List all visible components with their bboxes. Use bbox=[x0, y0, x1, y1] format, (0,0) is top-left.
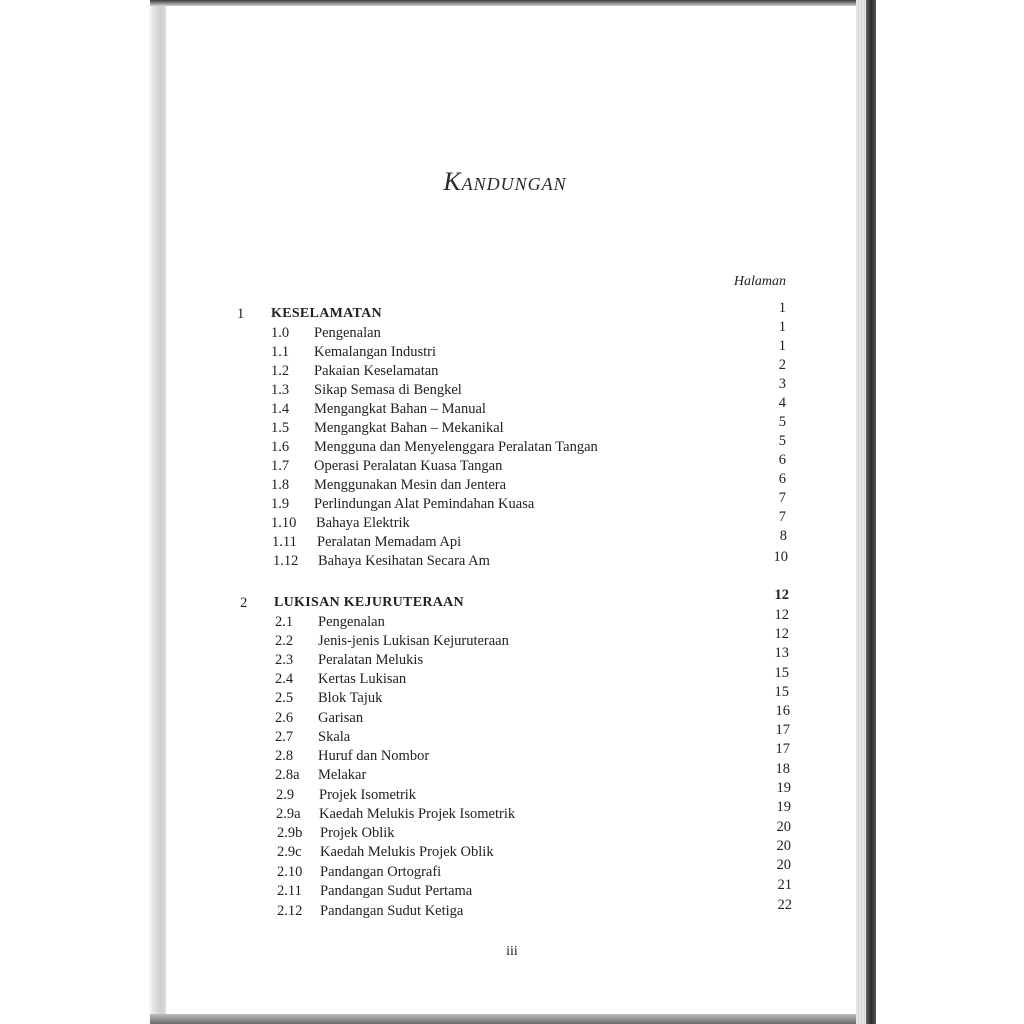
section-number: 2.2 bbox=[275, 633, 294, 649]
section-number: 1.4 bbox=[271, 401, 290, 417]
section-number: 2.9c bbox=[277, 844, 302, 860]
section-page: 6 bbox=[778, 471, 786, 487]
toc-entry bbox=[272, 533, 692, 551]
section-page: 17 bbox=[775, 741, 790, 757]
toc-entry bbox=[275, 709, 695, 727]
toc-entry bbox=[276, 786, 696, 804]
section-number: 2.11 bbox=[277, 883, 302, 899]
toc-entry bbox=[273, 552, 693, 570]
chapter-number: 1 bbox=[237, 306, 245, 322]
toc-entry bbox=[275, 670, 695, 688]
section-title: Pengenalan bbox=[318, 614, 385, 630]
section-page: 15 bbox=[774, 684, 789, 700]
toc-entry bbox=[271, 476, 691, 494]
toc-entry bbox=[275, 651, 695, 669]
section-page: 8 bbox=[779, 528, 787, 544]
section-title: Kertas Lukisan bbox=[318, 671, 407, 687]
section-number: 1.8 bbox=[271, 477, 290, 493]
toc-entry bbox=[271, 362, 691, 380]
section-title: Skala bbox=[318, 729, 351, 745]
section-title: Bahaya Kesihatan Secara Am bbox=[318, 553, 490, 569]
toc-entry bbox=[271, 324, 691, 342]
section-number: 1.7 bbox=[271, 458, 290, 474]
page-top-edge bbox=[150, 0, 870, 6]
toc-entry bbox=[271, 457, 691, 475]
section-title: Operasi Peralatan Kuasa Tangan bbox=[314, 458, 503, 474]
book-gutter bbox=[148, 0, 166, 1024]
section-title: Pandangan Sudut Ketiga bbox=[320, 903, 464, 919]
section-page: 2 bbox=[778, 357, 786, 373]
chapter-title: KESELAMATAN bbox=[271, 306, 382, 321]
toc-entry bbox=[275, 689, 695, 707]
section-page: 17 bbox=[775, 722, 790, 738]
background-right bbox=[876, 0, 1024, 1024]
section-page: 21 bbox=[777, 877, 792, 893]
section-title: Pandangan Sudut Pertama bbox=[320, 883, 473, 899]
section-title: Melakar bbox=[318, 767, 367, 783]
chapter-number: 2 bbox=[240, 595, 248, 611]
section-title: Kaedah Melukis Projek Isometrik bbox=[319, 806, 516, 822]
section-number: 2.8a bbox=[275, 767, 300, 783]
section-page: 6 bbox=[778, 452, 786, 468]
section-page: 16 bbox=[775, 703, 790, 719]
toc-entry bbox=[275, 747, 695, 765]
toc-entry bbox=[271, 419, 691, 437]
section-page: 1 bbox=[778, 338, 786, 354]
section-number: 1.5 bbox=[271, 420, 290, 436]
toc-entry bbox=[277, 824, 697, 842]
section-number: 1.11 bbox=[272, 534, 297, 550]
section-title: Pakaian Keselamatan bbox=[314, 363, 439, 379]
chapter-title: LUKISAN KEJURUTERAAN bbox=[274, 595, 464, 610]
section-title: Bahaya Elektrik bbox=[316, 515, 410, 531]
section-title: Projek Isometrik bbox=[319, 787, 417, 803]
section-page: 20 bbox=[776, 838, 791, 854]
section-title: Peralatan Melukis bbox=[318, 652, 424, 668]
chapter-row bbox=[240, 594, 740, 612]
section-title: Huruf dan Nombor bbox=[318, 748, 430, 764]
toc-entry bbox=[271, 514, 691, 532]
page-column-label: Halaman bbox=[733, 274, 786, 289]
toc-entry bbox=[276, 805, 696, 823]
section-page: 7 bbox=[778, 490, 786, 506]
section-number: 1.6 bbox=[271, 439, 290, 455]
section-title: Menggunakan Mesin dan Jentera bbox=[314, 477, 507, 493]
section-number: 1.3 bbox=[271, 382, 290, 398]
section-page: 13 bbox=[774, 645, 789, 661]
toc-entry bbox=[271, 381, 691, 399]
chapter-page: 12 bbox=[774, 587, 789, 603]
section-title: Jenis-jenis Lukisan Kejuruteraan bbox=[318, 633, 509, 649]
section-page: 12 bbox=[774, 626, 789, 642]
section-number: 1.1 bbox=[271, 344, 290, 360]
section-number: 2.9b bbox=[277, 825, 303, 841]
toc-entry bbox=[271, 343, 691, 361]
toc-entry bbox=[275, 613, 695, 631]
section-page: 15 bbox=[774, 665, 789, 681]
section-number: 1.0 bbox=[271, 325, 290, 341]
toc-entry bbox=[271, 400, 691, 418]
section-number: 2.5 bbox=[275, 690, 294, 706]
section-title: Garisan bbox=[318, 710, 364, 726]
section-number: 2.9a bbox=[276, 806, 301, 822]
toc-entry bbox=[275, 766, 695, 784]
section-page: 3 bbox=[778, 376, 786, 392]
page-title: Kandungan bbox=[443, 167, 567, 196]
section-title: Blok Tajuk bbox=[318, 690, 383, 706]
toc-entry bbox=[275, 728, 695, 746]
section-number: 1.10 bbox=[271, 515, 297, 531]
section-title: Mengangkat Bahan – Manual bbox=[314, 401, 486, 417]
section-page: 18 bbox=[775, 761, 790, 777]
section-page: 12 bbox=[774, 607, 789, 623]
section-title: Kemalangan Industri bbox=[314, 344, 437, 360]
section-number: 2.3 bbox=[275, 652, 294, 668]
section-title: Perlindungan Alat Pemindahan Kuasa bbox=[314, 496, 535, 512]
toc-entry bbox=[271, 495, 691, 513]
section-page: 7 bbox=[778, 509, 786, 525]
section-page: 20 bbox=[776, 857, 791, 873]
toc-entry bbox=[277, 863, 697, 881]
section-page: 19 bbox=[776, 780, 791, 796]
background-left bbox=[0, 0, 152, 1024]
section-page: 10 bbox=[773, 549, 788, 565]
section-number: 2.4 bbox=[275, 671, 294, 687]
section-number: 2.8 bbox=[275, 748, 294, 764]
section-title: Mengangkat Bahan – Mekanikal bbox=[314, 420, 504, 436]
section-title: Pengenalan bbox=[314, 325, 381, 341]
page-bottom-edge bbox=[150, 1014, 872, 1024]
page-number-footer: iii bbox=[506, 944, 518, 959]
section-number: 2.12 bbox=[277, 903, 303, 919]
book-cover-edge bbox=[866, 0, 876, 1024]
section-page: 5 bbox=[778, 433, 786, 449]
section-title: Pandangan Ortografi bbox=[320, 864, 442, 880]
section-title: Mengguna dan Menyelenggara Peralatan Tangan bbox=[314, 439, 598, 455]
section-page: 22 bbox=[777, 897, 792, 913]
toc-entry bbox=[271, 438, 691, 456]
section-number: 2.6 bbox=[275, 710, 294, 726]
section-number: 2.1 bbox=[275, 614, 294, 630]
chapter-page: 1 bbox=[778, 300, 786, 316]
section-number: 2.10 bbox=[277, 864, 303, 880]
section-number: 2.7 bbox=[275, 729, 294, 745]
toc-entry bbox=[277, 843, 697, 861]
section-page: 1 bbox=[778, 319, 786, 335]
section-title: Projek Oblik bbox=[320, 825, 395, 841]
section-title: Sikap Semasa di Bengkel bbox=[314, 382, 462, 398]
section-number: 1.9 bbox=[271, 496, 290, 512]
toc-entry bbox=[277, 902, 697, 920]
section-page: 5 bbox=[778, 414, 786, 430]
section-title: Peralatan Memadam Api bbox=[317, 534, 462, 550]
toc-entry bbox=[275, 632, 695, 650]
section-number: 1.12 bbox=[273, 553, 299, 569]
section-page: 20 bbox=[776, 819, 791, 835]
section-number: 2.9 bbox=[276, 787, 295, 803]
section-page: 4 bbox=[778, 395, 786, 411]
section-title: Kaedah Melukis Projek Oblik bbox=[320, 844, 494, 860]
chapter-row bbox=[237, 305, 737, 323]
section-page: 19 bbox=[776, 799, 791, 815]
toc-entry bbox=[277, 882, 697, 900]
section-number: 1.2 bbox=[271, 363, 290, 379]
